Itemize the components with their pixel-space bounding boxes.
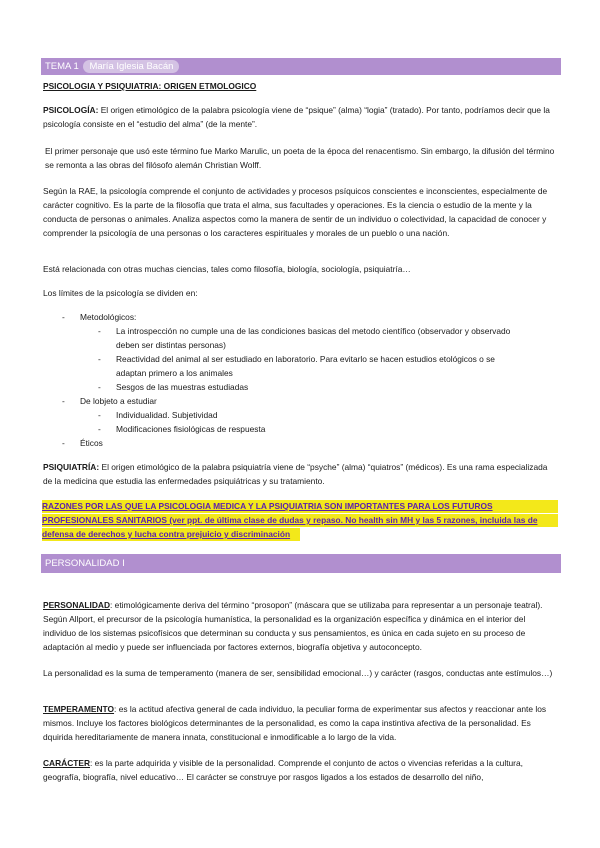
temperamento-text: : es la actitud afectiva general de cada individuo, la peculiar forma de experimentar sus afectos y reaccionar ante los mismos. Incluye los factores biológicos determinantes de la personalidad, es como la capa instintiva afectiva de la personalidad. Es dquirida hereditariamente de manera innata, constitucional e inmodificable a lo largo de la vida. (43, 704, 547, 742)
personalidad-band-label: PERSONALIDAD I (45, 558, 125, 569)
list-bullet: - (98, 424, 101, 434)
rae-paragraph: Según la RAE, la psicología comprende el conjunto de actividades y procesos psíquicos conscientes e inconscientes, especialmente de carácter cognitivo. Es la parte de la filosofía que trata el alma, sus facultades y operaciones. Es la ciencia o estudio de la mente y la conducta de personas o animales. Analiza aspectos como la manera de sentir de un individuo o colectividad, la capacidad de conocer y comprender la psicología de una personas o los caracteres espirituales y morales de un pueblo o una nación. (43, 186, 548, 238)
list-subitem-cont: deben ser distintas personas) (116, 340, 226, 350)
list-item-objeto: De lobjeto a estudiar (80, 396, 157, 406)
highlight-line-2: PROFESIONALES SANITARIOS (ver ppt. de última clase de dudas y repaso. No health sin MH y las 5 razones, incluida las de (42, 514, 558, 527)
psiquiatria-paragraph (43, 460, 559, 488)
temperamento-label: TEMPERAMENTO (43, 704, 115, 714)
personalidad-text: : etimológicamente deriva del término “prosopon” (máscara que se utilizaba para representar a un personaje teatral). Según Allport, el precursor de la psicología humanística, la personalidad es la organización específica y dinámica en el interior del individuo de los sistemas psicofísicos que determinan su conducta y sus pensamientos, es única en cada sujeto en su proceso de adaptación al medio y puede ser influenciada por factores externos, biografía objetiva y autoconcepto. (43, 600, 543, 652)
highlight-line-1: RAZONES POR LAS QUE LA PSICOLOGIA MEDICA Y LA PSIQUIATRIA SON IMPORTANTES PARA LOS FUTUROS (42, 500, 558, 513)
tema-label: TEMA 1 (45, 61, 79, 72)
list-bullet: - (98, 410, 101, 420)
personalidad-label: PERSONALIDAD (43, 600, 111, 610)
list-subitem-cont: adaptan primero a los animales (116, 368, 233, 378)
psicologia-label: PSICOLOGÍA: (43, 105, 99, 115)
list-item-metodologicos: Metodológicos: (80, 312, 137, 322)
psiquiatria-label: PSIQUIATRÍA: (43, 462, 100, 472)
marulic-paragraph: El primer personaje que usó este término fue Marko Marulic, un poeta de la época del renacentismo. Sin embargo, la difusión del término se remonta a las obras del filósofo alemán Christian Wolff. (45, 146, 555, 170)
caracter-paragraph (43, 756, 559, 784)
tema-header-band (41, 58, 561, 75)
list-bullet: - (62, 396, 65, 406)
list-bullet: - (62, 438, 65, 448)
list-subitem: Reactividad del animal al ser estudiado en laboratorio. Para evitarlo se hacen estudios etológicos o se (116, 354, 495, 364)
highlight-line-3: defensa de derechos y lucha contra prejuicio y discriminación (42, 528, 300, 541)
list-subitem: La introspección no cumple una de las condiciones basicas del metodo científico (observador y observado (116, 326, 511, 336)
list-subitem: Sesgos de las muestras estudiadas (116, 382, 249, 392)
caracter-text: : es la parte adquirida y visible de la personalidad. Comprende el conjunto de actos o vivencias referidas a la cultura, geografía, biografía, nivel educativo… El carácter se construye por rasgos ligados a los estados de desarrollo del niño, (43, 758, 523, 782)
limits-paragraph: Los límites de la psicología se dividen en: (43, 288, 198, 298)
suma-paragraph: La personalidad es la suma de temperamento (manera de ser, sensibilidad emocional…) y carácter (rasgos, conductas ante estímulos…) (43, 668, 553, 678)
list-bullet: - (98, 326, 101, 336)
caracter-label: CARÁCTER (43, 758, 90, 768)
list-bullet: - (98, 382, 101, 392)
psicologia-text: El origen etimológico de la palabra psicología viene de “psique” (alma) “logia” (tratado). Por tanto, podríamos decir que la psicología consiste en el “estudio del alma” (de la mente”. (43, 105, 550, 129)
list-item-eticos: Éticos (80, 438, 103, 448)
list-bullet: - (62, 312, 65, 322)
psiquiatria-text: El origen etimológico de la palabra psiquiatría viene de “psyche” (alma) “quiatros” (médicos). Es una rama especializada de la medicina que estudia las enfermedades psiquiátricas y su tratamiento. (43, 462, 548, 486)
list-subitem: Modificaciones fisiológicas de respuesta (116, 424, 266, 434)
list-bullet: - (98, 354, 101, 364)
psicologia-paragraph (43, 103, 559, 131)
related-paragraph: Está relacionada con otras muchas ciencias, tales como filosofía, biología, sociología, psiquiatría… (43, 264, 411, 274)
author-badge: María Iglesia Bacán (83, 60, 179, 73)
personalidad-paragraph (43, 598, 559, 654)
personalidad-header-band (41, 554, 561, 573)
temperamento-paragraph (43, 702, 559, 744)
section-heading: PSICOLOGIA Y PSIQUIATRIA: ORIGEN ETMOLOGICO (43, 81, 257, 91)
list-subitem: Individualidad. Subjetividad (116, 410, 218, 420)
